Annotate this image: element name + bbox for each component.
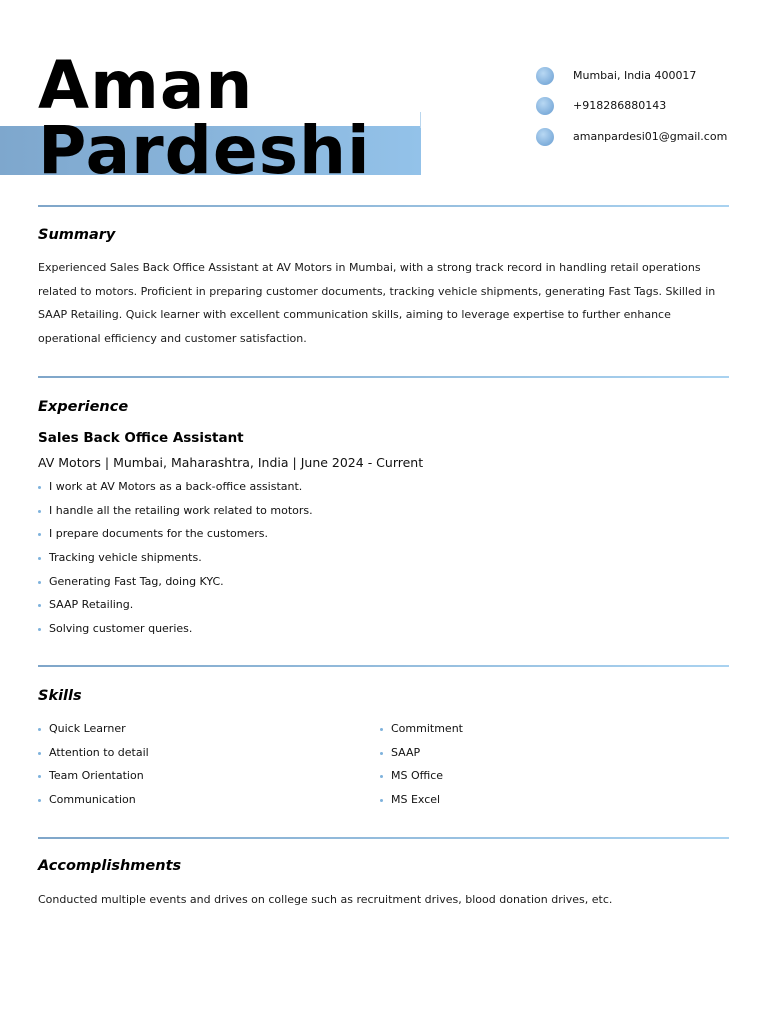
skills-title: Skills xyxy=(38,688,82,704)
list-item: Tracking vehicle shipments. xyxy=(38,550,718,574)
skill-item: MS Excel xyxy=(380,792,700,816)
divider xyxy=(38,837,729,839)
accomplishments-text: Conducted multiple events and drives on college such as recruitment drives, blood donation drives, etc. xyxy=(38,893,613,906)
summary-title: Summary xyxy=(38,227,116,243)
experience-bullets xyxy=(38,479,718,645)
summary-text: Experienced Sales Back Office Assistant at AV Motors in Mumbai, with a strong track record in handling retail operations related to motors. Proficient in preparing customer documents, tracking vehicle shipments, generating Fast Tags. Skilled in SAAP Retailing. Quick learner with excellent communication skills, aiming to leverage expertise to further enhance operational efficiency and customer satisfaction. xyxy=(38,261,716,346)
list-item: I work at AV Motors as a back-office assistant. xyxy=(38,479,718,503)
list-item: SAAP Retailing. xyxy=(38,597,718,621)
skill-item: Attention to detail xyxy=(38,745,358,769)
experience-title: Experience xyxy=(38,399,129,415)
list-item: Generating Fast Tag, doing KYC. xyxy=(38,574,718,598)
list-item: I prepare documents for the customers. xyxy=(38,526,718,550)
skill-item: SAAP xyxy=(380,745,700,769)
location-dot-icon xyxy=(536,67,554,85)
divider xyxy=(38,376,729,378)
contact-phone-text: +918286880143 xyxy=(573,99,667,112)
skills-left-list xyxy=(38,721,358,816)
contact-location-text: Mumbai, India 400017 xyxy=(573,69,697,82)
list-item: I handle all the retailing work related to motors. xyxy=(38,503,718,527)
email-dot-icon xyxy=(536,128,554,146)
name-band-edge xyxy=(420,112,421,128)
accomplishments-title: Accomplishments xyxy=(38,858,182,874)
divider xyxy=(38,205,729,207)
list-item: Solving customer queries. xyxy=(38,621,718,645)
skill-item: Commitment xyxy=(380,721,700,745)
skills-right-list xyxy=(380,721,700,816)
job-meta: AV Motors | Mumbai, Maharashtra, India | June 2024 - Current xyxy=(38,455,424,470)
job-title: Sales Back Office Assistant xyxy=(38,430,244,446)
skill-item: MS Office xyxy=(380,768,700,792)
first-name: Aman xyxy=(38,47,254,124)
last-name: Pardeshi xyxy=(38,112,371,189)
phone-dot-icon xyxy=(536,97,554,115)
contact-email-text: amanpardesi01@gmail.com xyxy=(573,130,728,143)
skill-item: Communication xyxy=(38,792,358,816)
skill-item: Team Orientation xyxy=(38,768,358,792)
skill-item: Quick Learner xyxy=(38,721,358,745)
divider xyxy=(38,665,729,667)
